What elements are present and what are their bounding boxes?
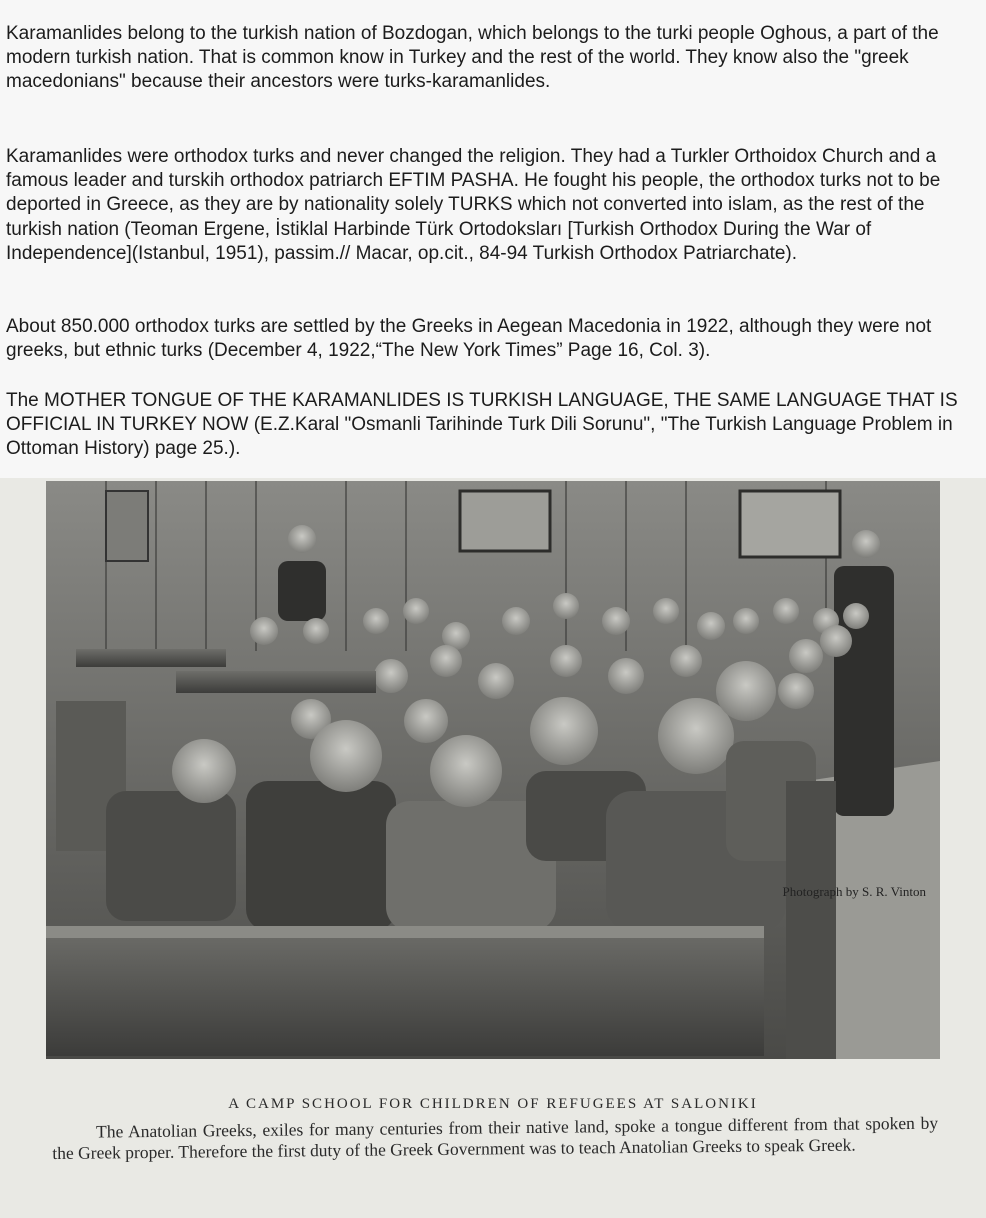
paragraph-3: About 850.000 orthodox turks are settled by the Greeks in Aegean Macedonia in 1922, although they were not greeks, but ethnic turks (December 4, 1922,“The New York Times” Page 16, Col. 3). (6, 316, 932, 362)
classroom-photograph (46, 481, 940, 1059)
paragraph-1: Karamanlides belong to the turkish nation of Bozdogan, which belongs to the turki people Oghous, a part of the modern turkish nation. That is common know in Turkey and the rest of the world. They know also the "greek macedonians" because their ancestors were turks-karamanlides. (6, 23, 939, 93)
classroom-photo-illustration (46, 481, 940, 1059)
photo-caption-title: A CAMP SCHOOL FOR CHILDREN OF REFUGEES AT SALONIKI (228, 1096, 758, 1112)
paragraph-4: The MOTHER TONGUE OF THE KARAMANLIDES IS TURKISH LANGUAGE, THE SAME LANGUAGE THAT IS OFFICIAL IN TURKEY NOW (E.Z.Karal "Osmanli Tarihinde Turk Dili Sorunu", "The Turkish Language Problem in Ottoman History) page 25.). (6, 390, 958, 460)
photo-caption-body: The Anatolian Greeks, exiles for many centuries from their native land, spoke a tongue different from that spoken by the Greek proper. Therefore the first duty of the Greek Government was to teach Anatolian Greeks to speak Greek. (52, 1112, 939, 1163)
photo-credit: Photograph by S. R. Vinton (782, 884, 926, 899)
paragraph-2: Karamanlides were orthodox turks and never changed the religion. They had a Turkler Orthoidox Church and a famous leader and turskih orthodox patriarch EFTIM PASHA. He fought his people, the orthodox turks not to be deported in Greece, as they are by nationality solely TURKS which not converted into islam, as the rest of the turkish nation (Teoman Ergene, İstiklal Harbinde Türk Ortodoksları [Turkish Orthodox During the War of Independence](Istanbul, 1951), passim.// Macar, op.cit., 84-94 Turkish Orthodox Patriarchate). (6, 146, 941, 264)
